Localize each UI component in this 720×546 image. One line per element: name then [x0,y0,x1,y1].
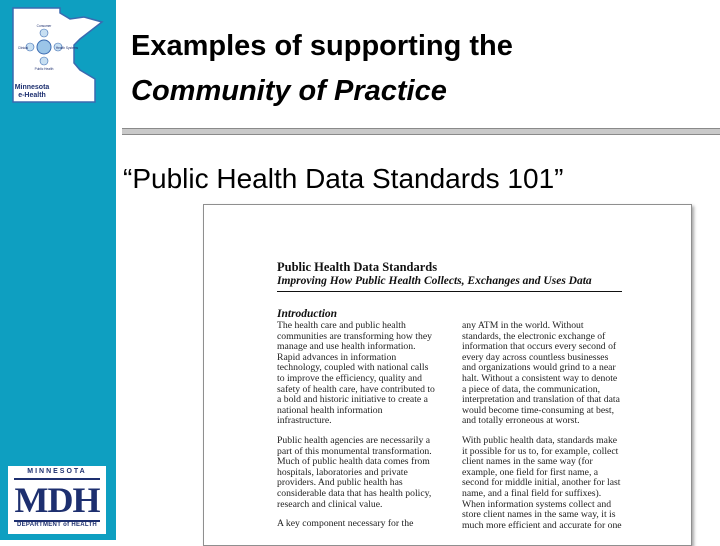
document-text-line: store client names in the same way, it is [462,509,616,521]
document-text-line: providers. And public health has [277,477,403,489]
document-text-line: interpretation and translation of that data [462,394,620,406]
ehealth-petal-bottom [40,57,48,65]
document-text-line: much more efficient and accurate for one [462,519,622,531]
mdh-logo-bottom: DEPARTMENT of HEALTH [16,522,98,528]
document-text-line: and organizations would grind to a near [462,362,616,374]
document-subtitle: Improving How Public Health Collects, Exchanges and Uses Data [277,275,592,287]
document-text-line: considerable data that has health policy, [277,487,432,499]
logo-line-minnesota: Minnesota [14,84,50,91]
document-text-line: research and clinical value. [277,498,383,510]
logo-line-ehealth: e-Health [18,92,46,99]
document-image [203,204,692,546]
mdh-logo-main: MDH [14,480,100,520]
document-paragraph [462,436,628,531]
document-text-line: example, one field for first name, a [462,466,599,478]
mdh-logo-top: MINNESOTA [27,468,87,475]
logo-label-public-health: Public Health [34,67,54,71]
document-text-line: national health information [277,404,383,416]
document-text-line: client names in the same way (for [462,456,593,468]
document-text-line: halt. Without a consistent way to denote [462,372,618,384]
document-right-column [462,321,628,540]
document-text-line: standards, the electronic exchange of [462,330,606,342]
ehealth-petal-top [40,29,48,37]
document-paragraph [277,519,443,530]
document-text-line: a bold and historic initiative to create a [277,394,428,406]
title-divider [122,128,720,135]
slide-title-line1: Examples of supporting the [131,30,513,62]
document-text-line: hospitals, laboratories and private [277,466,408,478]
document-paragraph [277,436,443,510]
mdh-logo [8,466,106,534]
document-text-line: name, and a final field for suffixes). [462,487,602,499]
document-text-line: it possible for us to, for example, collect [462,445,619,457]
document-text-line: and totally erroneous at worst. [462,415,580,427]
document-text-line: communities are transforming how they [277,330,432,342]
document-heading: Introduction [277,308,338,320]
document-text-line: a piece of data, the communication, [462,383,600,395]
document-text-line: any ATM in the world. Without [462,320,584,331]
logo-label-consumer: Consumer [36,24,52,28]
minnesota-ehealth-logo [10,5,104,105]
document-text-line: every day across countless businesses [462,351,609,363]
document-text-line: Much of public health data comes from [277,456,430,468]
ehealth-center-icon [37,40,51,54]
sidebar [0,0,116,540]
document-paragraph [277,321,443,427]
document-divider [277,291,622,292]
document-text-line: would become time-consuming at best, [462,404,615,416]
document-text-line: manage and use health information. [277,341,416,353]
document-text-line: The health care and public health [277,320,406,331]
document-text-line: information that occurs every second of [462,341,617,353]
document-text-line: part of this monumental transformation. [277,445,432,457]
document-paragraph [462,321,628,427]
document-text-line: Public health agencies are necessarily a [277,434,431,446]
document-text-line: When information systems collect and [462,498,612,510]
document-text-line: A key component necessary for the [277,518,414,530]
document-text-line: safety of health care, have contributed to [277,383,435,395]
document-text-line: to improve the efficiency, quality and [277,372,422,384]
document-text-line: Rapid advances in information [277,351,397,363]
document-left-column [277,321,443,539]
logo-label-clinical: Clinical [17,46,29,50]
slide-title-line2: Community of Practice [131,75,447,107]
slide-subtitle: “Public Health Data Standards 101” [123,163,564,194]
document-text-line: second for middle initial, another for last [462,477,621,489]
document-title: Public Health Data Standards [277,260,438,274]
document-text-line: infrastructure. [277,415,332,427]
logo-label-health-systems: Health Systems [55,46,79,50]
document-text-line: With public health data, standards make [462,434,618,446]
document-text-line: technology, coupled with national calls [277,362,429,374]
